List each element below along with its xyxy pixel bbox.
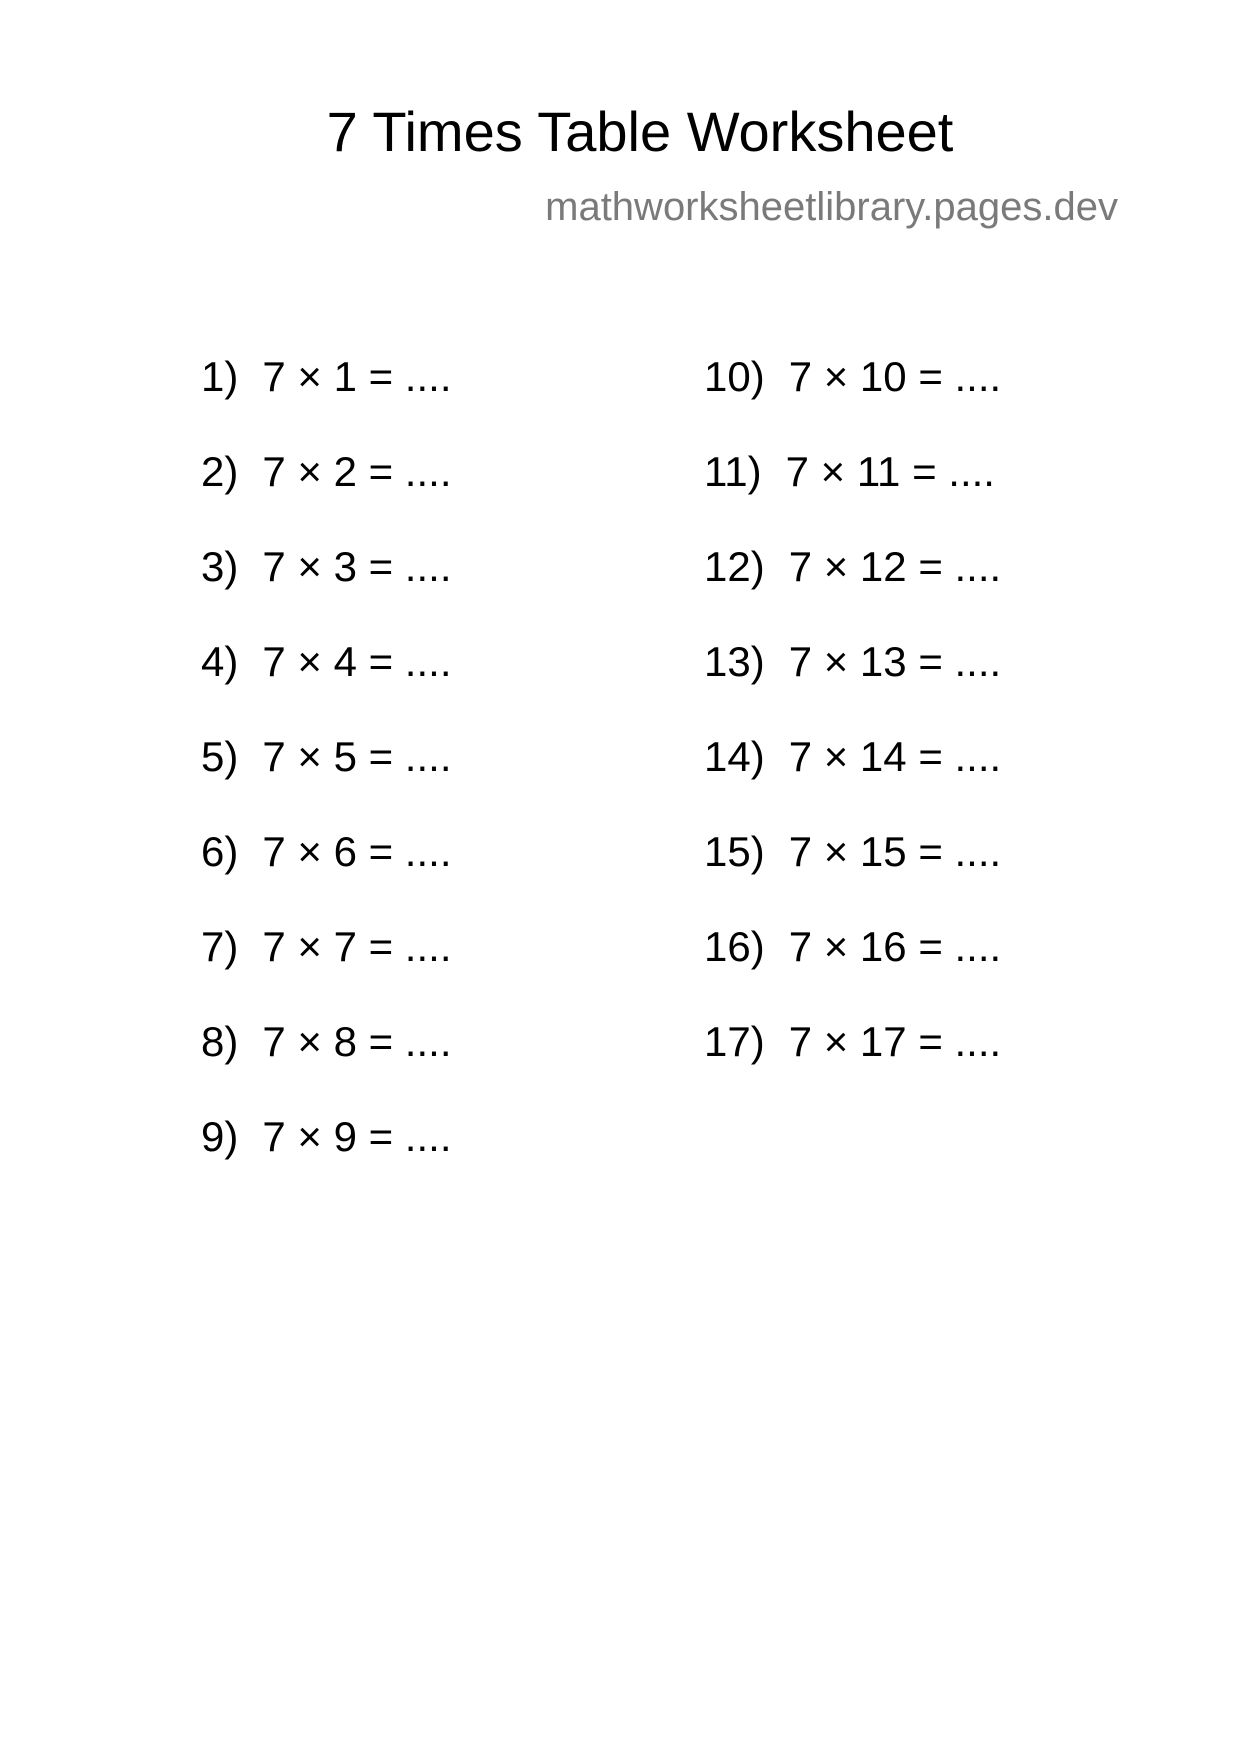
problem-expression: 7 × 10 = .... [788,353,1002,400]
problem-number: 2) [201,448,239,495]
problem-expression: 7 × 7 = .... [262,923,452,970]
problem-number: 5) [201,733,239,780]
problem-number: 13) [704,638,765,685]
problem-7 [201,922,451,1017]
problem-expression: 7 × 3 = .... [262,543,452,590]
problem-expression: 7 × 12 = .... [788,543,1002,590]
problem-number: 8) [201,1018,239,1065]
problem-number: 17) [704,1018,765,1065]
problem-1 [201,352,451,447]
worksheet-title: 7 Times Table Worksheet [326,100,954,163]
problem-expression: 7 × 4 = .... [262,638,452,685]
problem-12 [704,542,1001,637]
problem-expression: 7 × 11 = .... [785,448,995,495]
problems-column-left [201,352,451,1207]
problem-expression: 7 × 15 = .... [788,828,1002,875]
problem-expression: 7 × 16 = .... [788,923,1002,970]
problem-number: 9) [201,1113,239,1160]
problem-number: 10) [704,353,765,400]
problem-number: 4) [201,638,239,685]
problem-14 [704,732,1001,827]
problem-4 [201,637,451,732]
problem-11 [704,447,1001,542]
problem-15 [704,827,1001,922]
problem-17 [704,1017,1001,1112]
problem-expression: 7 × 5 = .... [262,733,452,780]
problem-2 [201,447,451,542]
problem-10 [704,352,1001,447]
problem-9 [201,1112,451,1207]
problems-column-right [704,352,1001,1112]
problem-8 [201,1017,451,1112]
source-url: mathworksheetlibrary.pages.dev [545,185,1118,229]
problem-number: 1) [201,353,239,400]
problem-3 [201,542,451,637]
problem-5 [201,732,451,827]
problem-number: 11) [704,448,762,495]
problem-expression: 7 × 17 = .... [788,1018,1002,1065]
problem-number: 12) [704,543,765,590]
problem-6 [201,827,451,922]
problem-number: 3) [201,543,239,590]
problem-expression: 7 × 9 = .... [262,1113,452,1160]
problem-expression: 7 × 2 = .... [262,448,452,495]
problem-number: 14) [704,733,765,780]
problem-number: 15) [704,828,765,875]
problem-expression: 7 × 8 = .... [262,1018,452,1065]
problem-13 [704,637,1001,732]
problem-number: 7) [201,923,239,970]
problem-16 [704,922,1001,1017]
problem-number: 6) [201,828,239,875]
problem-expression: 7 × 14 = .... [788,733,1002,780]
problem-expression: 7 × 13 = .... [788,638,1002,685]
problem-number: 16) [704,923,765,970]
problem-expression: 7 × 6 = .... [262,828,452,875]
problem-expression: 7 × 1 = .... [262,353,452,400]
